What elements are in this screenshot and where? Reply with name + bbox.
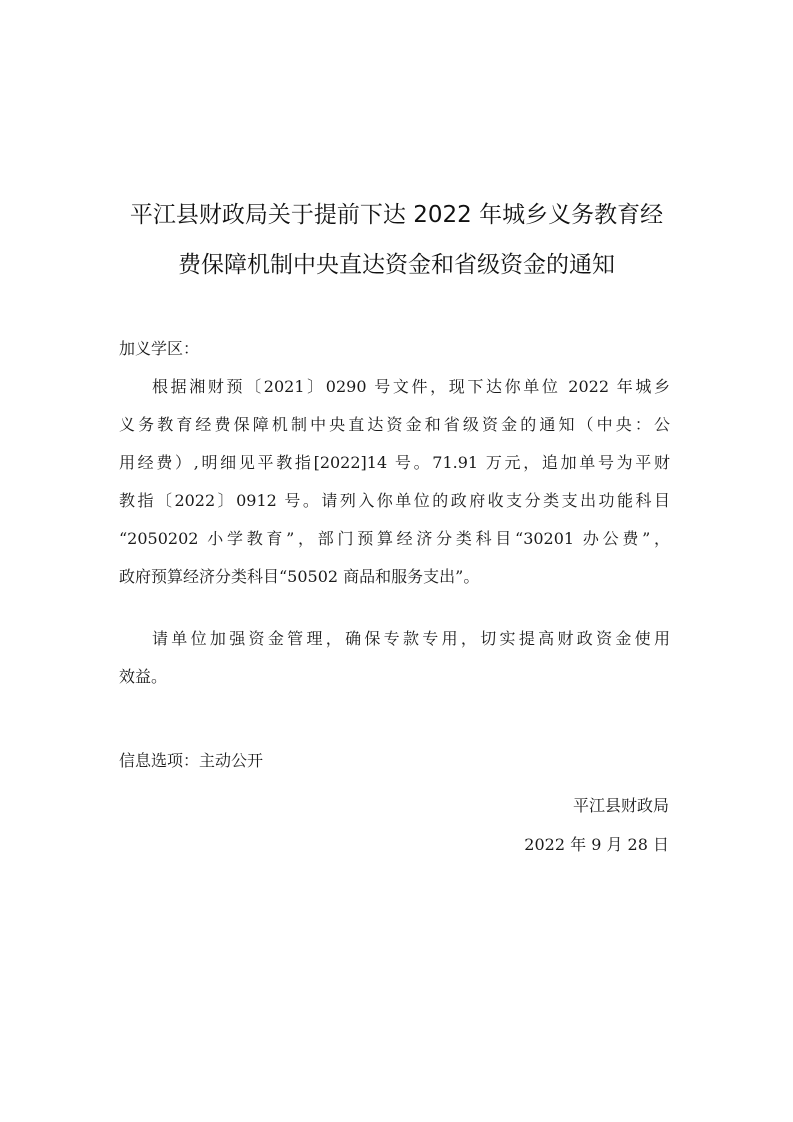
body-line: “2050202 小学教育”，部门预算经济分类科目“30201 办公费”， — [119, 529, 670, 548]
body-line: 效益。 — [119, 667, 168, 686]
disclosure-option: 信息选项：主动公开 — [119, 751, 264, 770]
issue-date: 2022 年 9 月 28 日 — [524, 835, 669, 854]
body-line: 义务教育经费保障机制中央直达资金和省级资金的通知（中央：公 — [119, 415, 670, 434]
document-title-line-1: 平江县财政局关于提前下达 2022 年城乡义务教育经 — [129, 202, 664, 228]
document-title-line-2: 费保障机制中央直达资金和省级资金的通知 — [178, 252, 615, 278]
body-line: 请单位加强资金管理，确保专款专用，切实提高财政资金使用 — [152, 629, 670, 648]
body-line: 政府预算经济分类科目“50502 商品和服务支出”。 — [119, 567, 480, 586]
salutation: 加义学区： — [119, 339, 200, 358]
body-line: 教指〔2022〕0912 号。请列入你单位的政府收支分类支出功能科目 — [119, 491, 670, 510]
body-line: 根据湘财预〔2021〕0290 号文件，现下达你单位 2022 年城乡 — [152, 377, 670, 396]
body-line: 用经费）,明细见平教指[2022]14 号。71.91 万元，追加单号为平财 — [119, 453, 670, 472]
issuing-authority: 平江县财政局 — [572, 796, 669, 815]
